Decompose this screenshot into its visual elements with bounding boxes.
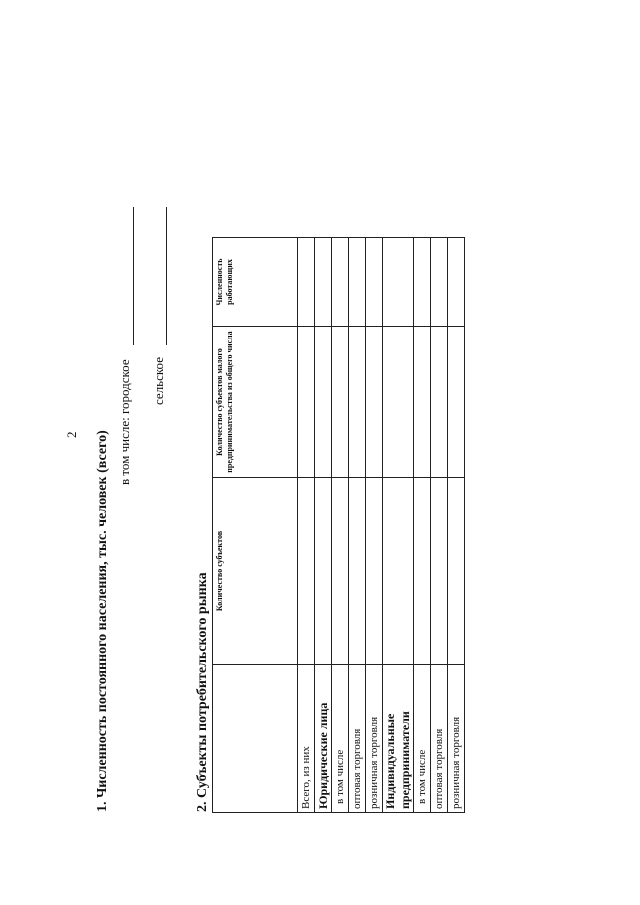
row-label: Индивидуальные предприниматели — [383, 665, 414, 813]
table-row — [315, 238, 332, 813]
table-cell[interactable] — [315, 478, 332, 665]
table-cell[interactable] — [414, 478, 431, 665]
table-header-cell — [213, 665, 298, 813]
row-label: в том числе — [414, 665, 431, 813]
table-header-cell: Численность работающих — [213, 238, 298, 327]
table-header-row — [213, 238, 298, 813]
table-cell[interactable] — [366, 238, 383, 327]
table-row — [332, 238, 349, 813]
table-cell[interactable] — [298, 327, 315, 478]
rural-population-label: сельское — [151, 357, 166, 405]
table-row — [298, 238, 315, 813]
table-cell[interactable] — [349, 478, 366, 665]
table-header-cell: Количество субъектов малого предпринимательства из общего числа — [213, 327, 298, 478]
table-cell[interactable] — [383, 238, 414, 327]
table-cell[interactable] — [315, 327, 332, 478]
table-row — [383, 238, 414, 813]
table-cell[interactable] — [448, 478, 465, 665]
table-cell[interactable] — [332, 478, 349, 665]
row-label: оптовая торговля — [349, 665, 366, 813]
table-row — [366, 238, 383, 813]
table-cell[interactable] — [298, 478, 315, 665]
table-cell[interactable] — [431, 327, 448, 478]
row-label: в том числе — [332, 665, 349, 813]
row-label: оптовая торговля — [431, 665, 448, 813]
table-cell[interactable] — [298, 238, 315, 327]
consumer-market-table — [212, 237, 465, 813]
table-cell[interactable] — [431, 238, 448, 327]
table-cell[interactable] — [383, 478, 414, 665]
table-cell[interactable] — [315, 238, 332, 327]
table-cell[interactable] — [383, 327, 414, 478]
urban-population-label: в том числе: городское — [117, 359, 132, 485]
table-row — [349, 238, 366, 813]
table-cell[interactable] — [431, 478, 448, 665]
table-cell[interactable] — [332, 238, 349, 327]
section-2-title: 2. Субъекты потребительского рынка — [195, 572, 210, 812]
table-cell[interactable] — [332, 327, 349, 478]
row-label: Юридические лица — [315, 665, 332, 813]
rural-population-fill-line — [166, 207, 167, 345]
table-cell[interactable] — [414, 238, 431, 327]
urban-population-fill-line — [133, 207, 134, 345]
table-header-cell: Количество субъектов — [213, 478, 298, 665]
table-cell[interactable] — [414, 327, 431, 478]
section-1-title: 1. Численность постоянного населения, тыс. человек (всего) — [95, 430, 110, 812]
table-cell[interactable] — [349, 327, 366, 478]
table-cell[interactable] — [366, 478, 383, 665]
table-row — [414, 238, 431, 813]
row-label: розничная торговля — [366, 665, 383, 813]
table-row — [431, 238, 448, 813]
table-cell[interactable] — [448, 327, 465, 478]
table-row — [448, 238, 465, 813]
page-number: 2 — [64, 431, 79, 438]
row-label: Всего, из них — [298, 665, 315, 813]
table-cell[interactable] — [448, 238, 465, 327]
row-label: розничная торговля — [448, 665, 465, 813]
table-cell[interactable] — [366, 327, 383, 478]
table-cell[interactable] — [349, 238, 366, 327]
